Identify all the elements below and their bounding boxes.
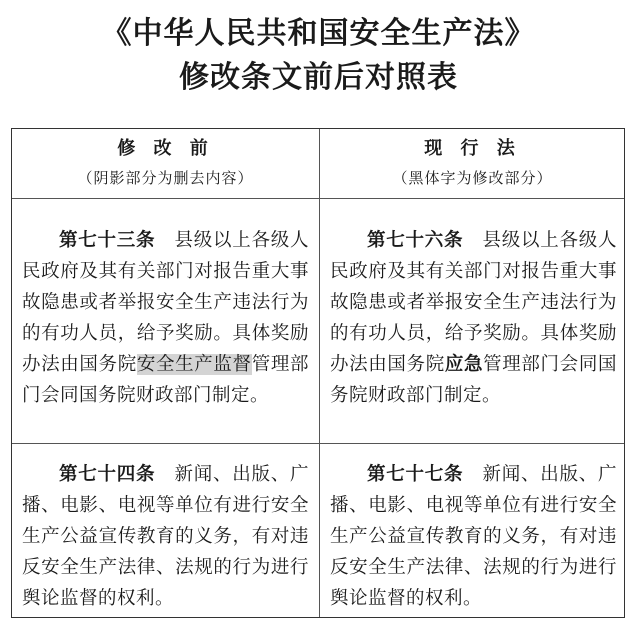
column-divider [319, 129, 320, 617]
article-text-cont: 管理部门会同国务院财政部门制定。 [330, 354, 617, 406]
header-before-title: 修 改 前 [117, 138, 214, 159]
article-number: 第七十六条 [367, 230, 464, 251]
article-76-current [330, 225, 617, 411]
article-73-before [22, 225, 309, 411]
article-text-cont: 管理部门会同国务院财政部门制定。 [22, 354, 309, 406]
header-before-subtitle: （阴影部分为删去内容） [77, 169, 254, 187]
article-number: 第七十三条 [59, 230, 156, 251]
article-74-before [22, 459, 309, 614]
header-divider [12, 198, 624, 199]
article-text: 新闻、出版、广播、电影、电视等单位有进行安全生产公益宣传教育的义务，有对违反安全生产法律、法规的行为进行舆论监督的权利。 [22, 464, 309, 609]
row-divider [12, 443, 624, 444]
modified-text-bold: 应急 [444, 354, 484, 375]
header-current-title: 现 行 法 [424, 138, 521, 159]
article-number: 第七十四条 [59, 464, 156, 485]
deleted-text-shaded: 安全生产监督 [136, 354, 252, 375]
header-current-subtitle: （黑体字为修改部分） [392, 169, 553, 187]
article-number: 第七十七条 [367, 464, 464, 485]
article-77-current [330, 459, 617, 614]
header-before [12, 137, 319, 189]
document-subtitle: 修改条文前后对照表 [179, 60, 458, 95]
document-title: 《中华人民共和国安全生产法》 [101, 16, 536, 51]
article-text: 县级以上各级人民政府及其有关部门对报告重大事故隐患或者举报安全生产违法行为的有功人员，给予奖励。具体奖励办法由国务院 [22, 230, 309, 375]
comparison-table [11, 128, 625, 618]
article-text: 新闻、出版、广播、电影、电视等单位有进行安全生产公益宣传教育的义务，有对违反安全生产法律、法规的行为进行舆论监督的权利。 [330, 464, 617, 609]
article-text: 县级以上各级人民政府及其有关部门对报告重大事故隐患或者举报安全生产违法行为的有功人员，给予奖励。具体奖励办法由国务院 [330, 230, 617, 375]
header-current [320, 137, 625, 189]
